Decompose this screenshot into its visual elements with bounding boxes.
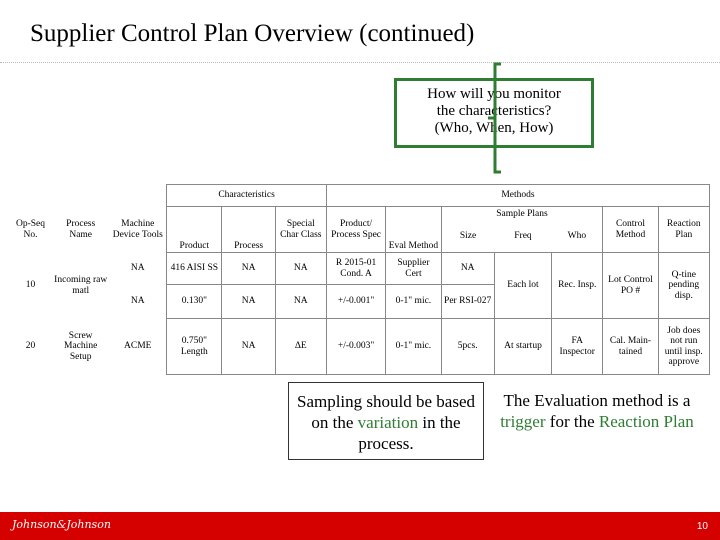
cell-eval: Supplier Cert bbox=[386, 253, 441, 285]
sampling-note-highlight: variation bbox=[357, 413, 419, 432]
cell-special: ΔE bbox=[275, 319, 326, 375]
header-machine: Machine Device Tools bbox=[112, 219, 163, 240]
callout-line-1: How will you monitor bbox=[427, 86, 561, 102]
cell-spec: +/-0.001" bbox=[326, 285, 385, 319]
footer-bar bbox=[0, 512, 720, 540]
header-process-name: Process Name bbox=[66, 219, 96, 240]
header-process: Process bbox=[222, 207, 275, 253]
control-plan-table bbox=[9, 184, 710, 375]
cell-control: Cal. Main-tained bbox=[603, 319, 658, 375]
sampling-note-text: Sampling should be based on the bbox=[296, 392, 475, 432]
cell-size: 5pcs. bbox=[441, 319, 494, 375]
group-header-row bbox=[9, 185, 710, 207]
sample-plans-cell bbox=[441, 207, 603, 253]
page-title: Supplier Control Plan Overview (continued) bbox=[30, 20, 475, 47]
header-size: Size bbox=[459, 230, 477, 241]
cell-special: NA bbox=[275, 285, 326, 319]
cell-process: NA bbox=[222, 253, 275, 285]
cell-who: FA Inspector bbox=[552, 319, 603, 375]
evaluation-note-highlight: trigger bbox=[500, 412, 546, 431]
header-eval: Eval Method bbox=[386, 207, 441, 253]
header-control: Control Method bbox=[603, 207, 658, 253]
sampling-note-tail: in the process. bbox=[358, 413, 461, 453]
cell-product: 416 AISI SS bbox=[167, 253, 222, 285]
cell-eval: 0-1" mic. bbox=[386, 285, 441, 319]
table-row bbox=[9, 319, 710, 375]
cell-control: Lot Control PO # bbox=[603, 253, 658, 319]
cell-freq: Each lot bbox=[494, 253, 551, 319]
evaluation-note-middle: for the bbox=[545, 412, 599, 431]
cell-process: NA bbox=[222, 285, 275, 319]
header-product: Product bbox=[167, 207, 222, 253]
header-reaction: Reaction Plan bbox=[658, 207, 709, 253]
header-who: Who bbox=[567, 230, 587, 241]
evaluation-note bbox=[494, 382, 700, 460]
cell-who: Rec. Insp. bbox=[552, 253, 603, 319]
cell-process: NA bbox=[222, 319, 275, 375]
cell-size: Per RSI-027 bbox=[441, 285, 494, 319]
cell-machine: NA bbox=[130, 296, 145, 307]
cell-op: 20 bbox=[25, 341, 36, 352]
table-row bbox=[9, 253, 710, 285]
bracket-icon bbox=[488, 62, 502, 174]
cell-spec: R 2015-01 Cond. A bbox=[326, 253, 385, 285]
company-logo: Johnson&Johnson bbox=[12, 518, 111, 531]
header-op-seq: Op-Seq No. bbox=[15, 219, 46, 240]
cell-reaction: Q-tine pending disp. bbox=[658, 253, 709, 319]
cell-spec: +/-0.003" bbox=[326, 319, 385, 375]
cell-reaction: Job does not run until insp. approve bbox=[658, 319, 709, 375]
evaluation-note-text: The Evaluation method is a bbox=[503, 391, 691, 410]
evaluation-note-highlight-2: Reaction Plan bbox=[598, 412, 694, 431]
group-characteristics: Characteristics bbox=[167, 185, 327, 207]
cell-process-name: Incoming raw matl bbox=[54, 275, 108, 296]
sampling-note bbox=[288, 382, 484, 460]
cell-process-name: Screw Machine Setup bbox=[64, 330, 98, 362]
cell-product: 0.130" bbox=[167, 285, 222, 319]
column-header-row bbox=[9, 207, 710, 253]
callout-line-2: the characteristics? bbox=[436, 103, 552, 119]
cell-machine: ACME bbox=[124, 341, 152, 352]
cell-freq: At startup bbox=[494, 319, 551, 375]
cell-op: 10 bbox=[25, 280, 36, 291]
group-sample-plans: Sample Plans bbox=[496, 209, 548, 219]
cell-eval: 0-1" mic. bbox=[386, 319, 441, 375]
cell-special: NA bbox=[275, 253, 326, 285]
header-spec: Product/ Process Spec bbox=[326, 207, 385, 253]
header-special: Special Char Class bbox=[275, 207, 326, 253]
cell-size: NA bbox=[441, 253, 494, 285]
cell-machine: NA bbox=[130, 263, 145, 274]
page-number: 10 bbox=[696, 521, 708, 532]
callout-line-3: (Who, When, How) bbox=[434, 120, 554, 136]
group-methods: Methods bbox=[326, 185, 709, 207]
header-freq: Freq bbox=[514, 230, 532, 241]
cell-product: 0.750" Length bbox=[167, 319, 222, 375]
title-divider bbox=[0, 62, 720, 63]
